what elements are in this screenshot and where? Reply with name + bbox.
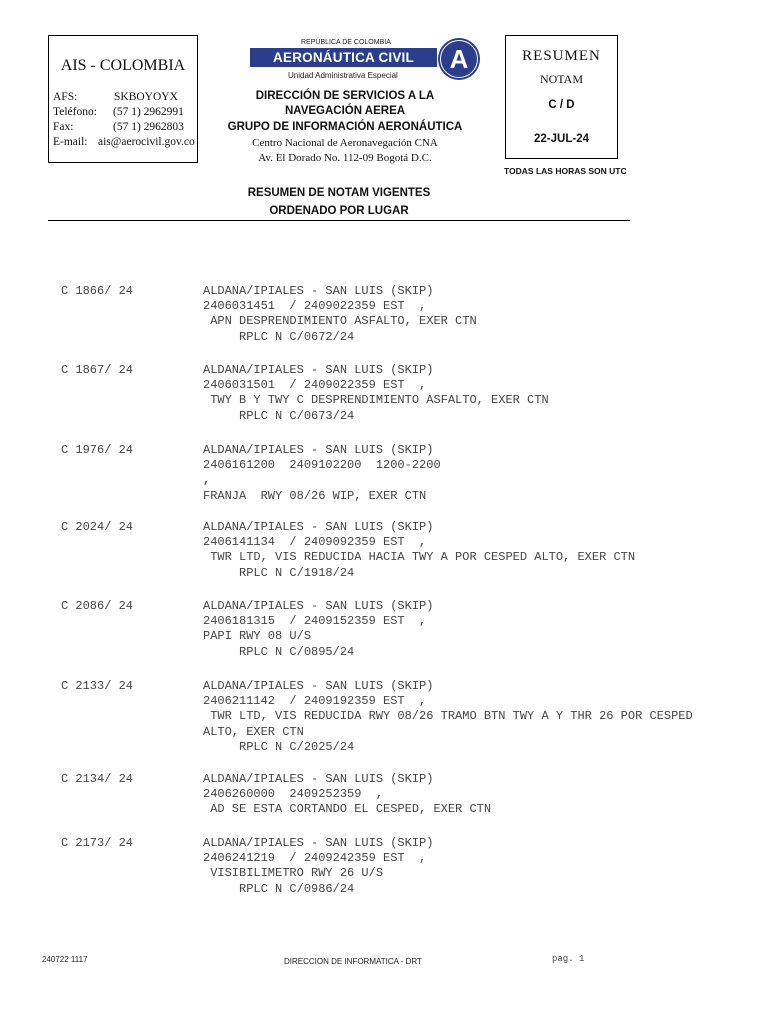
summary-date: 22-JUL-24 xyxy=(534,133,589,145)
notam-id: C 2133/ 24 xyxy=(61,679,134,693)
notam-text-line: RPLC N C/0986/24 xyxy=(203,881,355,896)
afs-label: AFS: xyxy=(53,91,78,103)
republic-label: REPÚBLICA DE COLOMBIA xyxy=(301,39,391,46)
email-label: E-mail: xyxy=(53,136,88,148)
notam-text-line: FRANJA RWY 08/26 WIP, EXER CTN xyxy=(203,488,427,503)
notam-text-line: 2406211142 / 2409192359 EST , xyxy=(203,694,427,709)
notam-text-line: RPLC N C/1918/24 xyxy=(203,565,355,580)
notam-text-line: RPLC N C/0895/24 xyxy=(203,644,355,659)
notam-text-line: , xyxy=(203,473,211,488)
notam-id: C 2086/ 24 xyxy=(61,599,134,613)
notam-text-line: RPLC N C/0672/24 xyxy=(203,329,355,344)
page-number: pag. 1 xyxy=(552,954,585,964)
document-subtitle: ORDENADO POR LUGAR xyxy=(269,205,409,217)
notam-id: C 2024/ 24 xyxy=(61,520,134,534)
notam-text-line: 2406181315 / 2409152359 EST , xyxy=(203,614,427,629)
notam-text-line: ALDANA/IPIALES - SAN LUIS (SKIP) xyxy=(203,443,434,457)
notam-text-line: 2406031451 / 2409022359 EST , xyxy=(203,299,427,314)
notam-id: C 1976/ 24 xyxy=(61,443,134,457)
summary-subtitle: NOTAM xyxy=(539,72,584,86)
notam-text-line: ALDANA/IPIALES - SAN LUIS (SKIP) xyxy=(203,284,434,298)
summary-box xyxy=(505,35,618,159)
fax-label: Fax: xyxy=(53,121,74,133)
notam-text-line: AD SE ESTA CORTANDO EL CESPED, EXER CTN xyxy=(203,802,492,817)
title-divider xyxy=(48,220,630,221)
notam-id: C 2173/ 24 xyxy=(61,836,134,850)
notam-id: C 1866/ 24 xyxy=(61,284,134,298)
notam-text-line: 2406141134 / 2409092359 EST , xyxy=(203,535,427,550)
notam-text-line: ALDANA/IPIALES - SAN LUIS (SKIP) xyxy=(203,520,434,534)
email-value: ais@aerocivil.gov.co xyxy=(98,136,195,148)
notam-text-line: 2406161200 2409102200 1200-2200 xyxy=(203,458,441,473)
notam-text-line: 2406260000 2409252359 , xyxy=(203,787,384,802)
phone-value: (57 1) 2962991 xyxy=(113,106,184,118)
notam-text-line: ALDANA/IPIALES - SAN LUIS (SKIP) xyxy=(203,772,434,786)
contact-box-title: AIS - COLOMBIA xyxy=(60,57,186,74)
notam-text-line: PAPI RWY 08 U/S xyxy=(203,629,312,644)
notam-text-line: TWR LTD, VIS REDUCIDA HACIA TWY A POR CESPED ALTO, EXER CTN xyxy=(203,550,636,565)
summary-title: RESUMEN xyxy=(522,48,601,64)
afs-value: SKBOYOYX xyxy=(114,91,178,103)
notam-text-line: VISIBILIMETRO RWY 26 U/S xyxy=(203,866,384,881)
notam-text-line: ALDANA/IPIALES - SAN LUIS (SKIP) xyxy=(203,363,434,377)
notam-text-line: ALDANA/IPIALES - SAN LUIS (SKIP) xyxy=(203,679,434,693)
document-title: RESUMEN DE NOTAM VIGENTES xyxy=(247,187,431,199)
notam-text-line: 2406031501 / 2409022359 EST , xyxy=(203,378,427,393)
phone-label: Teléfono: xyxy=(53,106,97,118)
notam-text-line: 2406241219 / 2409242359 EST , xyxy=(203,851,427,866)
logo-letter: A xyxy=(449,44,469,74)
notam-text-line: ALTO, EXER CTN xyxy=(203,724,304,739)
footer-department: DIRECCION DE INFORMATICA - DRT xyxy=(284,957,422,966)
notam-text-line: TWY B Y TWY C DESPRENDIMIENTO ASFALTO, EXER CTN xyxy=(203,393,549,408)
notam-id: C 2134/ 24 xyxy=(61,772,134,786)
address: Av. El Dorado No. 112-09 Bogotá D.C. xyxy=(258,152,432,164)
notam-text-line: RPLC N C/2025/24 xyxy=(203,739,355,754)
direction-line-2: NAVEGACIÓN AEREA xyxy=(284,105,406,117)
center-name: Centro Nacional de Aeronavegación CNA xyxy=(252,137,438,149)
utc-note: TODAS LAS HORAS SON UTC xyxy=(504,166,627,176)
fax-value: (57 1) 2962803 xyxy=(113,121,184,133)
agency-subtitle: Unidad Administrativa Especial xyxy=(288,71,398,80)
notam-text-line: ALDANA/IPIALES - SAN LUIS (SKIP) xyxy=(203,836,434,850)
agency-banner: AERONÁUTICA CIVIL xyxy=(250,48,437,67)
notam-text-line: TWR LTD, VIS REDUCIDA RWY 08/26 TRAMO BTN TWY A Y THR 26 POR CESPED xyxy=(203,709,693,724)
footer-timestamp: 240722 1117 xyxy=(42,955,88,964)
notam-text-line: RPLC N C/0673/24 xyxy=(203,408,355,423)
notam-text-line: ALDANA/IPIALES - SAN LUIS (SKIP) xyxy=(203,599,434,613)
contact-box xyxy=(48,35,198,163)
direction-line-1: DIRECCIÓN DE SERVICIOS A LA xyxy=(255,90,435,102)
notam-id: C 1867/ 24 xyxy=(61,363,134,377)
notam-series: C / D xyxy=(548,99,575,111)
group-name: GRUPO DE INFORMACIÓN AERONÁUTICA xyxy=(227,121,463,133)
aerocivil-logo-icon xyxy=(437,37,481,81)
notam-text-line: APN DESPRENDIMIENTO ASFALTO, EXER CTN xyxy=(203,314,477,329)
